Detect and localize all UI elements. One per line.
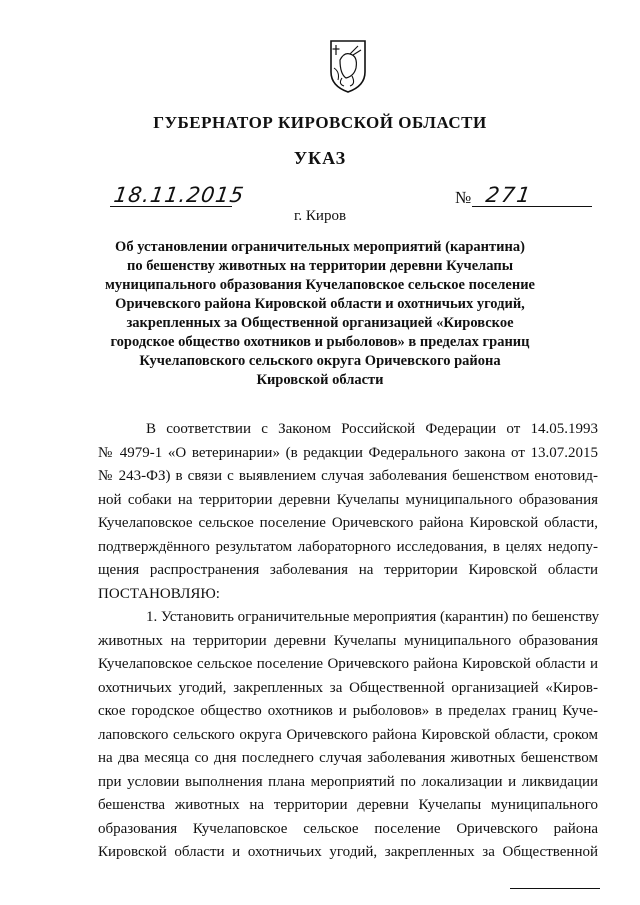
title-line: по бешенству животных на территории деревни Кучелапы [126, 258, 514, 274]
body-line: Кучелаповское сельское поселение Оричевского района Кировской области и [98, 656, 598, 672]
footer-rule [510, 888, 600, 889]
date-underline [110, 206, 232, 207]
title-line: Оричевского района Кировской области и охотничьих угодий, [115, 296, 525, 312]
body-line: лаповского сельского округа Оричевского района Кировской области, сроком [98, 726, 598, 743]
document-date: 18.11.2015 [112, 183, 246, 207]
body-line: № 4979-1 «О ветеринарии» (в редакции Федерального закона от 13.07.2015 [98, 444, 598, 461]
body-line: щения распространения заболевания на территории Кировской области [98, 562, 598, 578]
body-line: животных на территории деревни Кучелапы муниципального образования [98, 632, 598, 649]
title-line: Кировской области [256, 372, 384, 388]
title-line: муниципального образования Кучелаповское сельское поселение [105, 277, 535, 293]
title-line: закрепленных за Общественной организацией «Кировское [126, 315, 514, 331]
issuing-authority: ГУБЕРНАТОР КИРОВСКОЙ ОБЛАСТИ [153, 113, 487, 132]
document-body [98, 418, 598, 865]
body-line: охотничьих угодий, закрепленных за Общественной организацией «Киров- [98, 679, 598, 696]
body-line: В соответствии с Законом Российской Федерации от 14.05.1993 [146, 421, 598, 437]
body-line: № 243-ФЗ) в связи с выявлением случая заболевания бешенством енотовид- [98, 468, 598, 484]
body-line: при условии выполнения плана мероприятий по локализации и ликвидации [98, 773, 598, 790]
body-line: ной собаки на территории деревни Кучелапы муниципального образования [98, 491, 598, 508]
title-line: городское общество охотников и рыболовов» в пределах границ [110, 334, 530, 350]
number-label: № [455, 188, 472, 207]
document-number: 271 [484, 183, 534, 207]
document-type: УКАЗ [293, 148, 347, 168]
title-line: Об установлении ограничительных мероприятий (карантина) [115, 239, 525, 255]
body-line: бешенства животных на территории деревни Кучелапы муниципального [98, 797, 598, 813]
issue-city: г. Киров [293, 208, 347, 224]
body-line: ское городское общество охотников и рыболовов» в пределах границ Куче- [98, 703, 598, 719]
body-line: на два месяца со дня последнего случая заболевания животных бешенством [98, 750, 598, 766]
title-line: Кучелаповского сельского округа Оричевского района [139, 353, 501, 369]
body-line: Кучелаповское сельское поселение Оричевского района Кировской области, [98, 515, 598, 531]
body-line: образования Кучелаповское сельское поселение Оричевского района [98, 820, 598, 837]
document-title [90, 238, 550, 390]
body-line: 1. Установить ограничительные мероприятия (карантин) по бешенству [146, 609, 600, 625]
coat-of-arms-icon [328, 38, 368, 94]
body-line: Кировской области и охотничьих угодий, закрепленных за Общественной [98, 844, 598, 860]
number-underline [472, 206, 592, 207]
body-line: подтверждённого результатом лабораторного исследования, в целях недопу- [98, 538, 598, 555]
decree-word: ПОСТАНОВЛЯЮ: [98, 585, 220, 602]
